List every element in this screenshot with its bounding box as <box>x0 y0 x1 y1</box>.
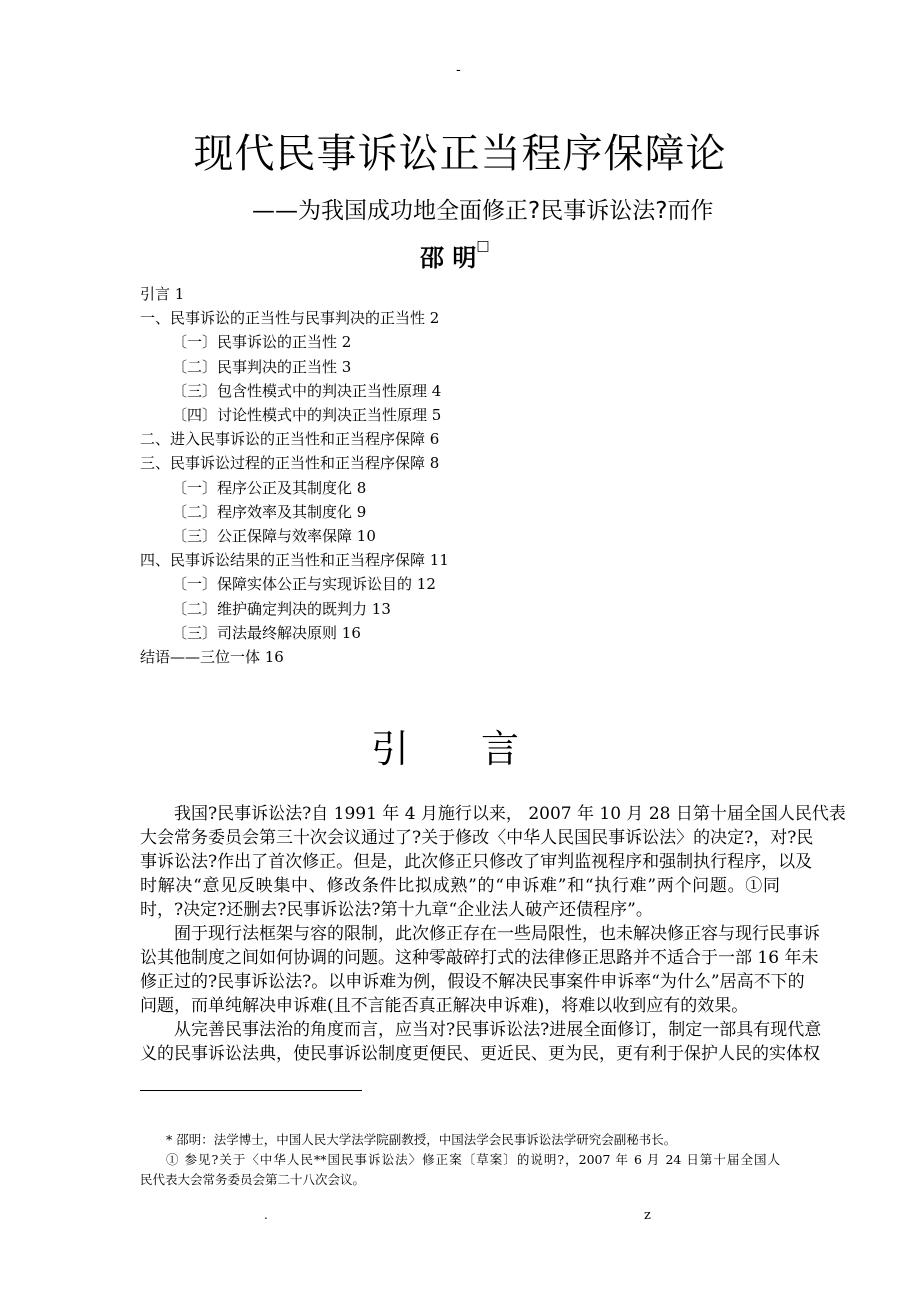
toc-entry[interactable]: 〔一〕程序公正及其制度化 8 <box>172 478 367 497</box>
author-name: 邵 明 <box>420 244 477 272</box>
body-line: 问题，而单纯解决申诉难(且不言能否真正解决申诉难)，将难以收到应有的效果。 <box>140 996 749 1016</box>
toc-entry[interactable]: 〔三〕司法最终解决原则 16 <box>172 623 361 642</box>
footnotes <box>140 1130 780 1190</box>
toc-entry[interactable]: 〔一〕民事诉讼的正当性 2 <box>172 333 352 352</box>
toc-entry[interactable]: 一、民事诉讼的正当性与民事判决的正当性 2 <box>140 309 440 328</box>
toc-entry[interactable]: 〔二〕维护确定判决的既判力 13 <box>172 599 391 618</box>
footer-left: . <box>264 1208 268 1222</box>
document-subtitle: ——为我国成功地全面修正?民事诉讼法?而作 <box>252 198 714 224</box>
header-mark: - <box>456 62 461 78</box>
toc-entry[interactable]: 四、民事诉讼结果的正当性和正当程序保障 11 <box>140 551 449 570</box>
toc-entry[interactable]: 〔二〕程序效率及其制度化 9 <box>172 502 367 521</box>
toc-entry[interactable]: 引言 1 <box>140 285 185 303</box>
footnote-divider <box>140 1090 362 1091</box>
body-line: 从完善民事法治的角度而言，应当对?民事诉讼法?进展全面修订，制定一部具有现代意 <box>174 1020 822 1040</box>
author-footnote-mark: □ <box>476 238 490 254</box>
body-line: 讼其他制度之间如何协调的问题。这种零敲碎打式的法律修正思路并不适合于一部 16 年未 <box>140 948 819 968</box>
body-line: 大会常务委员会第三十次会议通过了?关于修改〈中华人民国民事诉讼法〉的决定?，对?民 <box>140 828 814 848</box>
toc-entry[interactable]: 二、进入民事诉讼的正当性和正当程序保障 6 <box>140 430 440 449</box>
footnote-line: * 邵明：法学博士，中国人民大学法学院副教授，中国法学会民事诉讼法学研究会副秘书长。 <box>166 1132 677 1147</box>
toc-entry[interactable]: 三、民事诉讼过程的正当性和正当程序保障 8 <box>140 454 440 473</box>
body-line: 义的民事诉讼法典，使民事诉讼制度更便民、更近民、更为民，更有利于保护人民的实体权 <box>140 1044 820 1064</box>
footer-right: z <box>644 1208 651 1223</box>
toc-entry[interactable]: 〔二〕民事判决的正当性 3 <box>172 357 352 376</box>
body-line: 修正过的?民事诉讼法?。以申诉难为例，假设不解决民事案件申诉率“为什么”居高不下的 <box>140 972 805 992</box>
body-line: 事诉讼法?作出了首次修正。但是，此次修正只修改了审判监视程序和强制执行程序，以及 <box>140 852 813 872</box>
toc-entry[interactable]: 〔三〕包含性模式中的判决正当性原理 4 <box>172 381 442 400</box>
body-line: 时，?决定?还删去?民事诉讼法?第十九章“企业法人破产还债程序”。 <box>140 900 653 920</box>
body-line: 囿于现行法框架与容的限制，此次修正存在一些局限性，也未解决修正容与现行民事诉 <box>174 924 820 944</box>
body-line: 我国?民事诉讼法?自 1991 年 4 月施行以来， 2007 年 10 月 28 日第十届全国人民代表 <box>174 804 846 824</box>
toc-entry[interactable]: 〔一〕保障实体公正与实现诉讼目的 12 <box>172 575 436 594</box>
footnote-line: ① 参见?关于〈中华人民**国民事诉讼法〉修正案〔草案〕的说明?，2007 年 6 月 24 日第十届全国人 <box>166 1152 780 1167</box>
section-heading-intro: 引 言 <box>370 727 550 771</box>
toc-entry[interactable]: 结语——三位一体 16 <box>140 648 284 667</box>
footnote-line: 民代表大会常务委员会第二十八次会议。 <box>140 1172 366 1187</box>
body-text <box>140 802 846 1066</box>
body-line: 时解决“意见反映集中、修改条件比拟成熟”的“申诉难”和“执行难”两个问题。①同 <box>140 876 780 896</box>
toc-entry[interactable]: 〔三〕公正保障与效率保障 10 <box>172 527 376 546</box>
table-of-contents <box>140 282 449 669</box>
document-title: 现代民事诉讼正当程序保障论 <box>193 131 727 177</box>
toc-entry[interactable]: 〔四〕讨论性模式中的判决正当性原理 5 <box>172 406 442 425</box>
author <box>420 238 490 273</box>
